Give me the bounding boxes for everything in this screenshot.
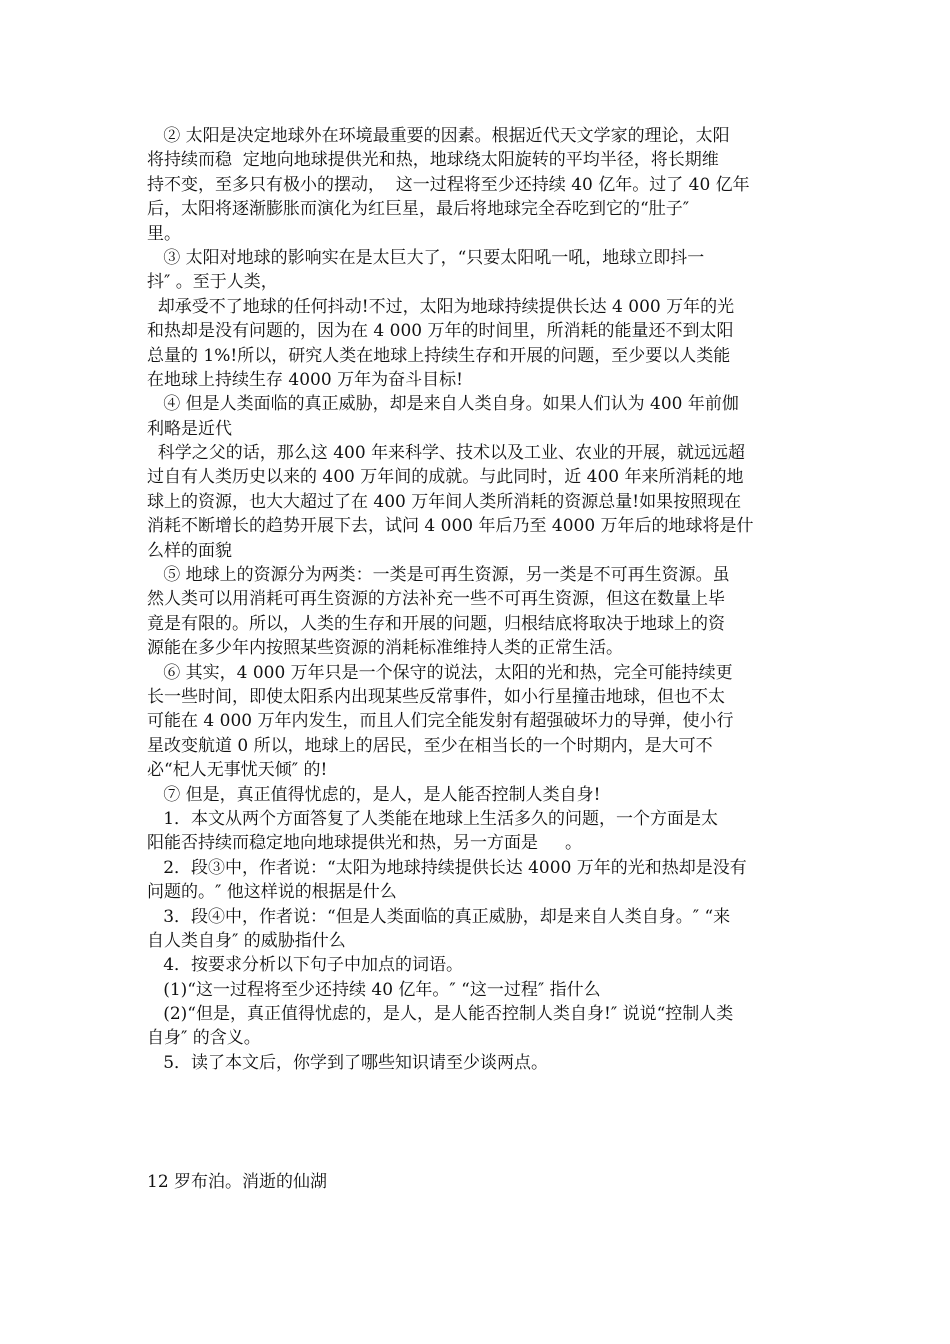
question-line: 自身″ 的含义。 [147, 1028, 261, 1049]
text-line: 源能在多少年内按照某些资源的消耗标准维持人类的正常生活。 [147, 638, 623, 659]
text-line: ③ 太阳对地球的影响实在是太巨大了，“只要太阳吼一吼，地球立即抖一 [147, 247, 705, 268]
text-line: 过自有人类历史以来的 400 万年间的成就。与此同时，近 400 年来所消耗的地 [147, 467, 744, 488]
text-line: 么样的面貌 [147, 540, 232, 561]
text-line: 可能在 4 000 万年内发生，而且人们完全能发射有超强破坏力的导弹，使小行 [147, 711, 734, 732]
text-line: 将持续而稳 定地向地球提供光和热，地球绕太阳旋转的平均半径，将长期维 [147, 150, 719, 171]
text-line: 必“杞人无事忧天倾″ 的! [147, 760, 328, 781]
question-line: 1．本文从两个方面答复了人类能在地球上生活多久的问题，一个方面是太 [147, 808, 719, 829]
text-line: 科学之父的话，那么这 400 年来科学、技术以及工业、农业的开展，就远远超 [147, 443, 746, 464]
text-line: 消耗不断增长的趋势开展下去，试问 4 000 年后乃至 4000 万年后的地球将是什 [147, 516, 754, 537]
text-line: ② 太阳是决定地球外在环境最重要的因素。根据近代天文学家的理论，太阳 [147, 126, 730, 146]
text-line: 持不变，至多只有极小的摆动， 这一过程将至少还持续 40 亿年。过了 40 亿年 [147, 174, 750, 195]
text-line: 却承受不了地球的任何抖动!不过，太阳为地球持续提供长达 4 000 万年的光 [147, 296, 735, 317]
text-line: 在地球上持续生存 4000 万年为奋斗目标! [147, 369, 463, 390]
text-line: ⑤ 地球上的资源分为两类：一类是可再生资源，另一类是不可再生资源。虽 [147, 565, 730, 586]
text-line: ④ 但是人类面临的真正威胁，却是来自人类自身。如果人们认为 400 年前伽 [147, 394, 739, 415]
text-line: 星改变航道 0 所以，地球上的居民，至少在相当长的一个时期内，是大可不 [147, 735, 713, 756]
question-line: (1)“这一过程将至少还持续 40 亿年。″ “这一过程″ 指什么 [147, 979, 601, 1000]
question-line: 4．按要求分析以下句子中加点的词语。 [147, 955, 464, 976]
text-line: 竟是有限的。所以，人类的生存和开展的问题，归根结底将取决于地球上的资 [147, 613, 725, 634]
question-line: 2．段③中，作者说：“太阳为地球持续提供长达 4000 万年的光和热却是没有 [147, 857, 747, 878]
text-line: 然人类可以用消耗可再生资源的方法补充一些不可再生资源，但这在数量上毕 [147, 589, 725, 610]
text-line: 长一些时间，即使太阳系内出现某些反常事件，如小行星撞击地球，但也不太 [147, 686, 725, 707]
text-line: ⑦ 但是，真正值得忧虑的，是人，是人能否控制人类自身! [147, 784, 601, 805]
question-line: 阳能否持续而稳定地向地球提供光和热，另一方面是 。 [147, 833, 583, 854]
next-section-heading: 12 罗布泊。消逝的仙湖 [147, 1172, 328, 1192]
article-text [147, 124, 813, 1075]
question-line: (2)“但是，真正值得忧虑的，是人，是人能否控制人类自身!″ 说说“控制人类 [147, 1004, 734, 1025]
question-line: 5．读了本文后，你学到了哪些知识请至少谈两点。 [147, 1052, 549, 1073]
question-line: 自人类自身″ 的威胁指什么 [147, 930, 346, 951]
text-line: 后，太阳将逐渐膨胀而演化为红巨星，最后将地球完全吞吃到它的“肚子″ [147, 199, 690, 220]
question-line: 3．段④中，作者说：“但是人类面临的真正威胁，却是来自人类自身。″ “来 [147, 906, 731, 927]
text-line: 球上的资源，也大大超过了在 400 万年间人类所消耗的资源总量!如果按照现在 [147, 491, 742, 512]
text-line: 和热却是没有问题的，因为在 4 000 万年的时间里，所消耗的能量还不到太阳 [147, 321, 734, 342]
question-line: 问题的。″ 他这样说的根据是什么 [147, 882, 397, 903]
text-line: ⑥ 其实，4 000 万年只是一个保守的说法，太阳的光和热，完全可能持续更 [147, 662, 733, 683]
text-line: 总量的 1%!所以，研究人类在地球上持续生存和开展的问题，至少要以人类能 [147, 345, 731, 366]
text-line: 利略是近代 [147, 418, 232, 439]
text-line: 里。 [147, 223, 181, 244]
text-line: 抖″ 。至于人类， [147, 272, 278, 293]
